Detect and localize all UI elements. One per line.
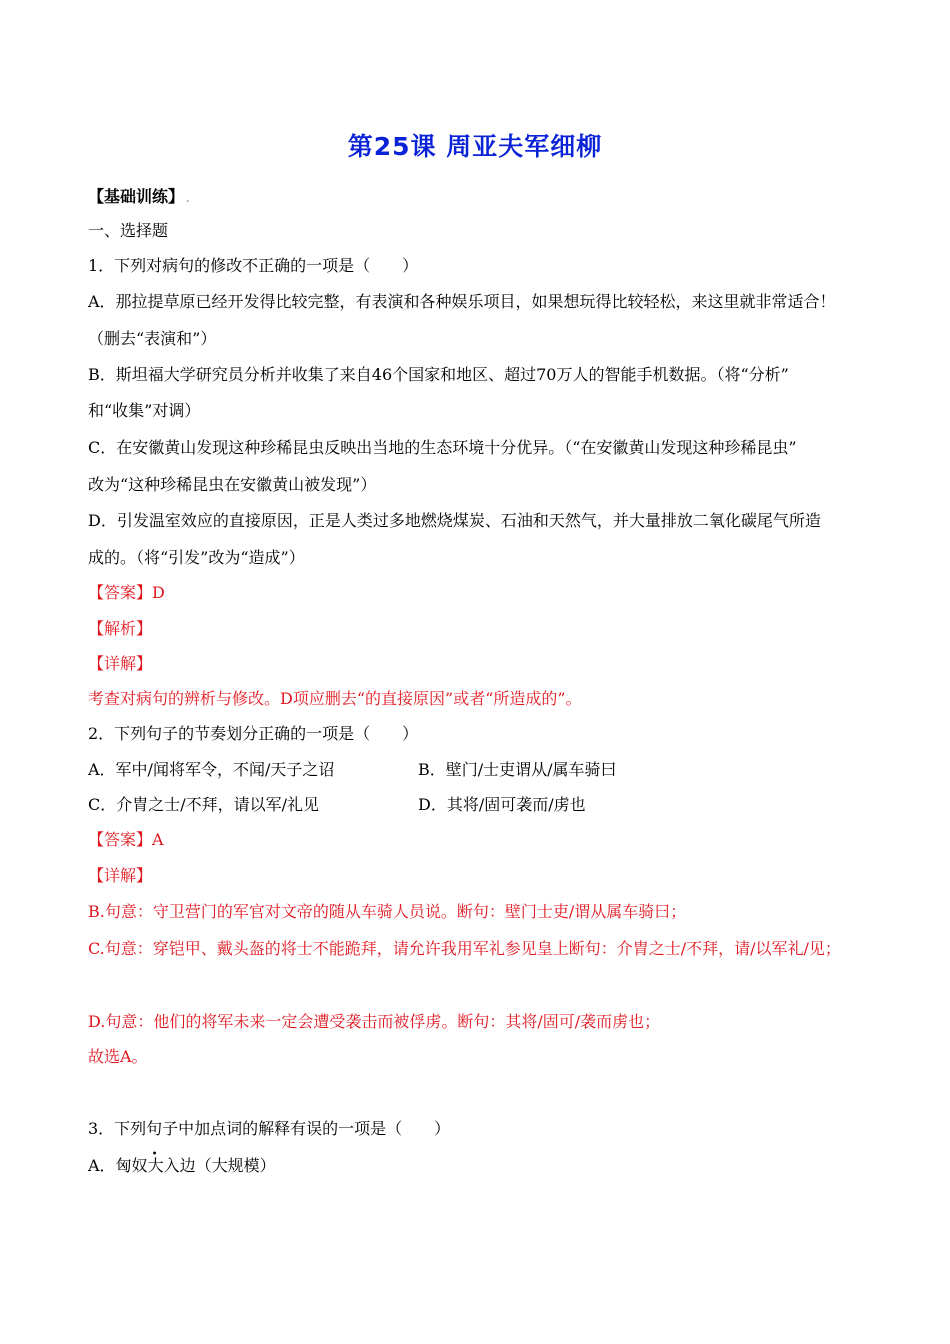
q1-analysis: 【解析】 [88,619,153,638]
q2-option-c: C．介胄之士/不拜，请以军/礼见 [88,795,320,814]
q1-option-d-line1: D．引发温室效应的直接原因，正是人类过多地燃烧煤炭、石油和天然气，并大量排放二氧化碳尾气所造 [88,511,821,530]
q1-option-c-line2: 改为“这种珍稀昆虫在安徽黄山被发现”） [88,475,377,494]
q2-explanation-d: D.句意：他们的将军未来一定会遭受袭击而被俘虏。断句：其将/固可/袭而虏也； [88,1012,661,1031]
q1-stem: 1．下列对病句的修改不正确的一项是（ ） [88,256,419,275]
q2-detail: 【详解】 [88,866,153,885]
q2-answer: 【答案】A [88,830,164,849]
q2-conclusion: 故选A。 [88,1047,148,1066]
q1-option-b-line2: 和“收集”对调） [88,401,201,420]
q1-option-a-line1: A．那拉提草原已经开发得比较完整，有表演和各种娱乐项目，如果想玩得比较轻松，来这里就非常适合！ [88,292,836,311]
q3-option-a-prefix: A．匈奴 [88,1156,148,1175]
section-heading [88,186,190,211]
paragraph-mark: . [186,194,190,205]
q2-explanation-c: C.句意：穿铠甲、戴头盔的将士不能跪拜，请允许我用军礼参见皇上断句：介胄之士/不拜，请/以军礼/见； [88,939,841,958]
part-heading: 一、选择题 [88,221,169,240]
q3-option-a [88,1155,276,1177]
q1-answer: 【答案】D [88,583,165,602]
q3-option-a-suffix: 入边（大规模） [163,1156,276,1175]
q1-option-d-line2: 成的。（将“引发”改为“造成”） [88,548,305,567]
q1-detail: 【详解】 [88,654,153,673]
page-title: 第25课 周亚夫军细柳 [347,132,603,161]
q2-explanation-b: B.句意：守卫营门的军官对文帝的随从车骑人员说。断句：壁门士吏/谓从属车骑曰； [88,902,687,921]
section-label: 【基础训练】 [88,187,185,206]
q3-stem: 3．下列句子中加点词的解释有误的一项是（ ） [88,1119,451,1138]
q1-option-c-line1: C．在安徽黄山发现这种珍稀昆虫反映出当地的生态环境十分优异。（“在安徽黄山发现这种珍稀昆虫” [88,438,797,457]
q1-option-b-line1: B．斯坦福大学研究员分析并收集了来自46个国家和地区、超过70万人的智能手机数据。（将“分析” [88,365,789,384]
q2-option-a: A．军中/闻将军令，不闻/天子之诏 [88,760,335,779]
q2-option-d: D．其将/固可袭而/虏也 [418,795,586,814]
q2-option-b: B．壁门/士吏谓从/属车骑曰 [418,760,617,779]
q1-explanation: 考查对病句的辨析与修改。D项应删去“的直接原因”或者“所造成的”。 [88,689,582,708]
q2-stem: 2．下列句子的节奏划分正确的一项是（ ） [88,724,419,743]
emphasis-dot-word: 大 [147,1156,164,1175]
q1-option-a-line2: （删去“表演和”） [88,329,217,348]
